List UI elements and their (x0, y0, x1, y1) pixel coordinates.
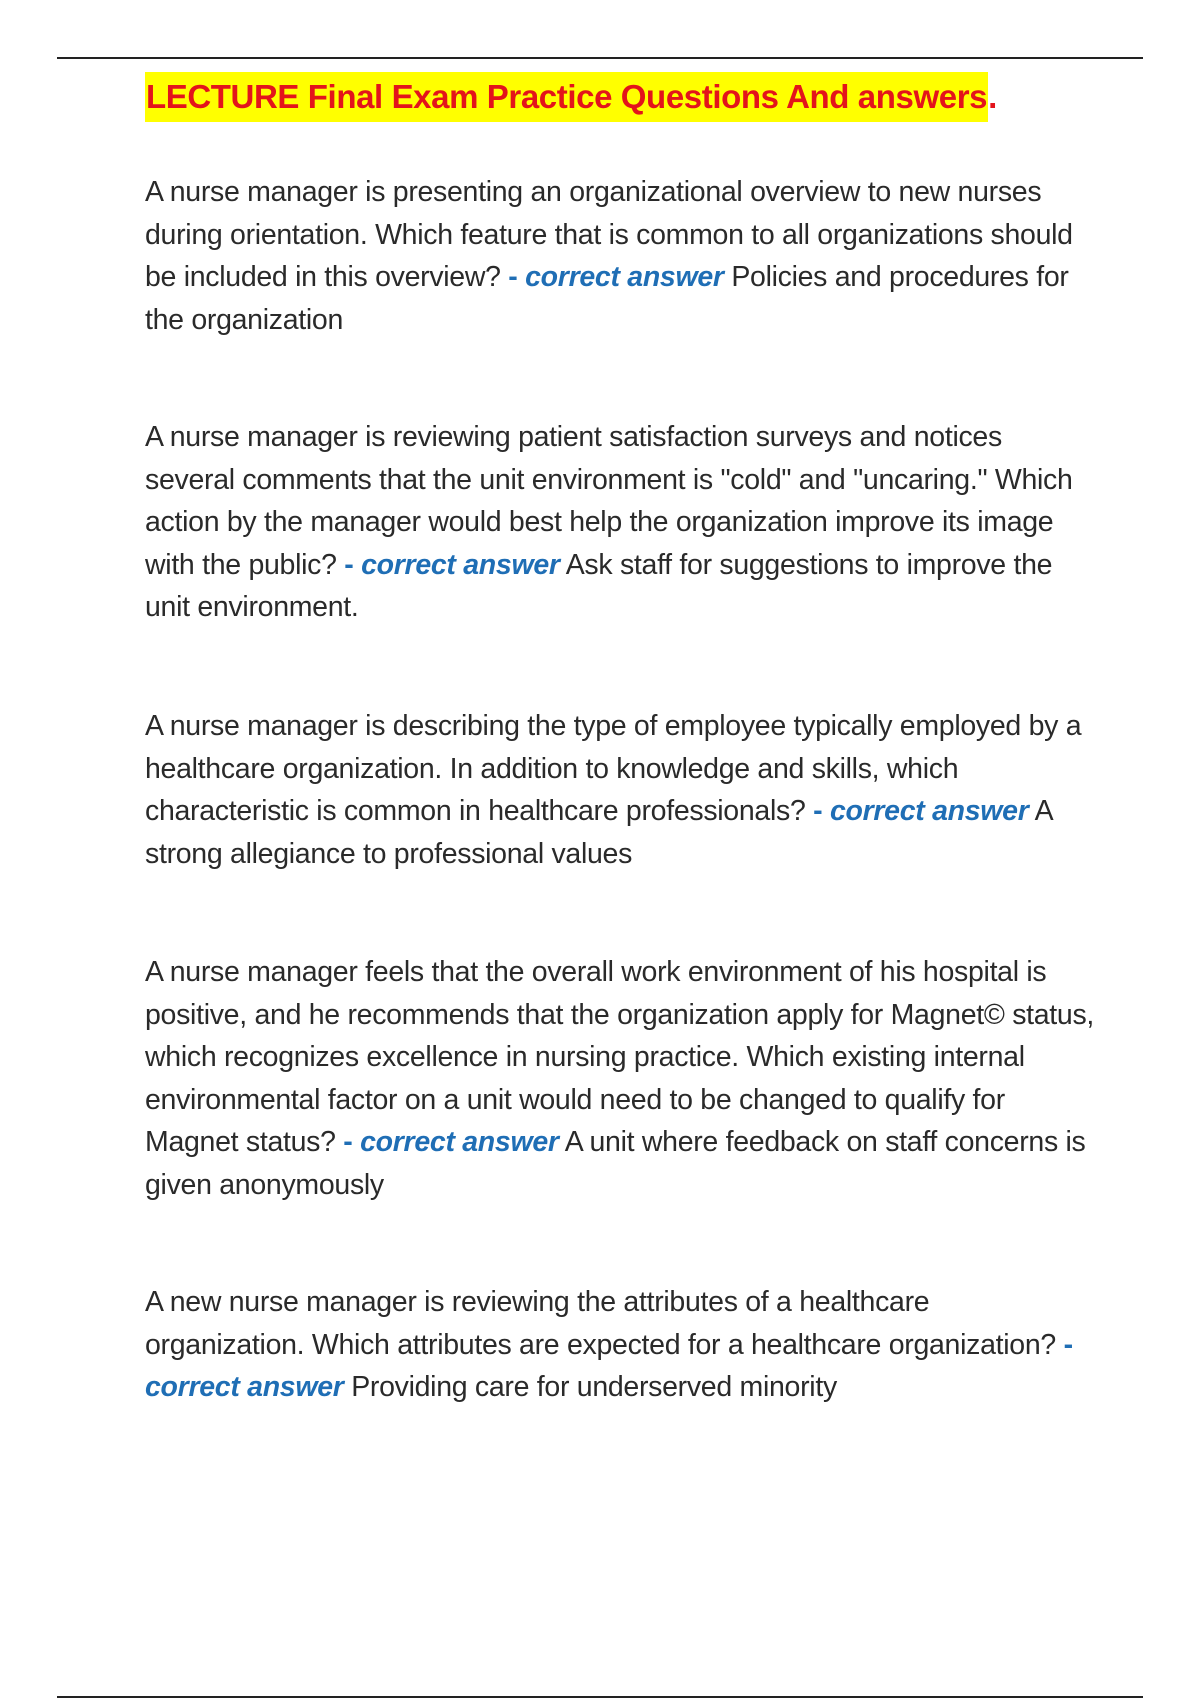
correct-answer-label: correct answer (829, 795, 1029, 827)
title-block (145, 72, 997, 122)
question-answer-2 (145, 416, 1095, 629)
correct-answer-label: correct answer (525, 261, 724, 293)
question-answer-3 (145, 705, 1095, 875)
question-text: A nurse manager feels that the overall work environment of his hospital is positive, and he recommends that the organization apply for Magnet© status, which recognizes excellence in nursing practice. Which existing internal environmental factor on a unit would need to be changed to qualify for Magnet status? (145, 956, 1095, 1158)
question-text: A nurse manager is presenting an organizational overview to new nurses during orientation. Which feature that is common to all organizations should be included in this overview? (145, 176, 1073, 293)
question-answer-1 (145, 171, 1095, 341)
page-bottom-rule (57, 1696, 1143, 1698)
correct-answer-label: correct answer (145, 1371, 344, 1403)
answer-separator: - (500, 261, 526, 293)
answer-text: Policies and procedures for the organization (145, 261, 1069, 336)
answer-text: A strong allegiance to professional values (145, 795, 1052, 870)
answer-separator: - (1055, 1328, 1073, 1361)
answer-separator: - (335, 1126, 361, 1158)
question-text: A nurse manager is describing the type of employee typically employed by a healthcare organization. In addition to knowledge and skills, which characteristic is common in healthcare professionals? (145, 710, 1082, 827)
question-text: A new nurse manager is reviewing the attributes of a healthcare organization. Which attributes are expected for a healthcare organization? (145, 1286, 1056, 1361)
answer-separator: - (805, 795, 830, 827)
page-top-rule (57, 57, 1143, 59)
page-title: LECTURE Final Exam Practice Questions And answers (145, 72, 988, 122)
answer-text: Providing care for underserved minority (351, 1371, 837, 1403)
answer-text: A unit where feedback on staff concerns is given anonymously (145, 1126, 1086, 1201)
answer-text: Ask staff for suggestions to improve the unit environment. (145, 548, 1053, 623)
answer-separator: - (336, 548, 362, 581)
question-answer-5 (145, 1281, 1095, 1409)
correct-answer-label: correct answer (361, 548, 560, 581)
correct-answer-label: correct answer (360, 1126, 559, 1158)
page-title-period: . (988, 78, 998, 115)
question-answer-4 (145, 951, 1095, 1206)
question-text: A nurse manager is reviewing patient satisfaction surveys and notices several comments that the unit environment is "cold" and "uncaring." Which action by the manager would best help the organization improve its image with the public? (145, 421, 1073, 581)
